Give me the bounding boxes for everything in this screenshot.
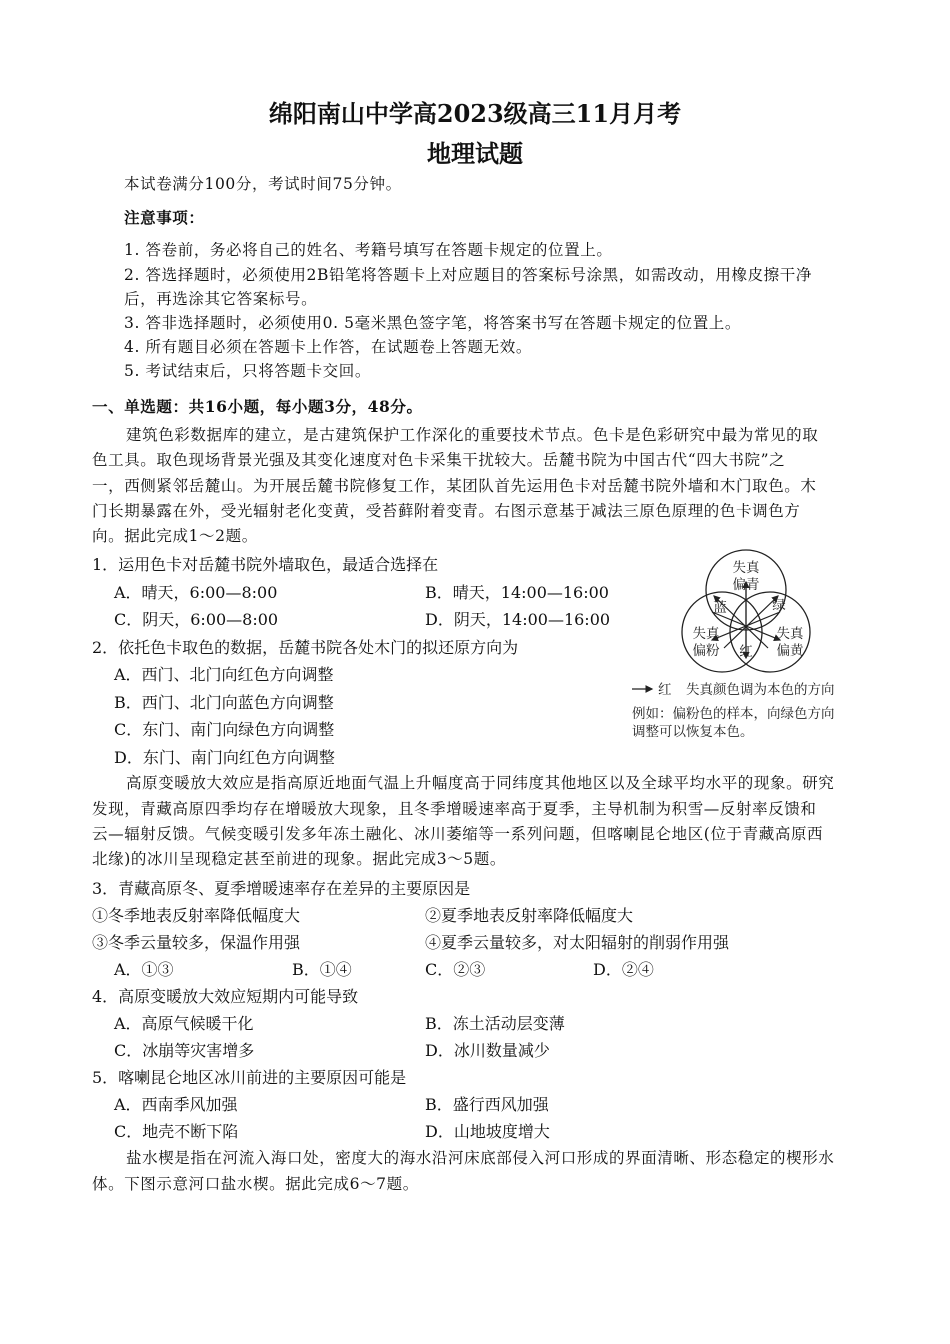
page-title: 绵阳南山中学高2023级高三11月月考: [268, 99, 682, 128]
option-d: D．②④: [593, 960, 654, 979]
passage-line: 发现，青藏高原四季均存在增暖放大现象，且冬季增暖速率高于夏季，主导机制为积雪—反射率反馈和: [92, 800, 817, 818]
option-c: C．②③: [425, 960, 486, 979]
option-d: D．东门、南门向红色方向调整: [114, 748, 335, 767]
passage-line: 建筑色彩数据库的建立，是古建筑保护工作深化的重要技术节点。色卡是色彩研究中最为常见的取: [126, 426, 819, 444]
page-subtitle: 地理试题: [427, 139, 523, 168]
passage-line: 云—辐射反馈。气候变暖引发多年冻土融化、冰川萎缩等一系列问题，但喀喇昆仑地区(位于青藏高原西: [92, 825, 824, 843]
statement-3: ③冬季云量较多，保温作用强: [92, 933, 301, 952]
option-b: B．冻土活动层变薄: [425, 1014, 565, 1033]
passage-line: 北缘)的冰川呈现稳定甚至前进的现象。据此完成3～5题。: [92, 850, 506, 868]
option-a: A．高原气候暖干化: [114, 1014, 254, 1033]
notice-item: 后，再选涂其它答案标号。: [124, 290, 318, 308]
option-b: B．西门、北门向蓝色方向调整: [114, 693, 334, 712]
statement-2: ②夏季地表反射率降低幅度大: [425, 906, 634, 925]
question-stem: 3．青藏高原冬、夏季增暖速率存在差异的主要原因是: [92, 879, 471, 898]
passage-line: 一，西侧紧邻岳麓山。为开展岳麓书院修复工作，某团队首先运用色卡对岳麓书院外墙和木门取色。木: [92, 477, 817, 495]
question-stem: 5．喀喇昆仑地区冰川前进的主要原因可能是: [92, 1068, 407, 1087]
option-d: D．山地坡度增大: [425, 1122, 550, 1141]
option-c: C．阴天，6:00—8:00: [114, 610, 279, 629]
notice-item: 3. 答非选择题时，必须使用0. 5毫米黑色签字笔，将答案书写在答题卡规定的位置上。: [124, 314, 741, 332]
option-a: A．西门、北门向红色方向调整: [114, 665, 334, 684]
passage-line: 高原变暖放大效应是指高原近地面气温上升幅度高于同纬度其他地区以及全球平均水平的现象。研究: [126, 774, 835, 792]
green-label: 绿: [772, 598, 786, 614]
option-b: B．①④: [292, 960, 352, 979]
notice-item: 2. 答选择题时，必须使用2B铅笔将答题卡上对应题目的答案标号涂黑，如需改动，用橡皮擦干净: [124, 266, 812, 284]
option-d: D．冰川数量减少: [425, 1041, 550, 1060]
question-stem: 1．运用色卡对岳麓书院外墙取色，最适合选择在: [92, 555, 439, 574]
color-card-diagram: [628, 548, 868, 748]
exam-info: 本试卷满分100分，考试时间75分钟。: [124, 175, 402, 193]
left-label-2: 偏粉: [692, 643, 720, 659]
option-a: A．晴天，6:00—8:00: [114, 583, 278, 602]
notice-item: 4. 所有题目必须在答题卡上作答，在试题卷上答题无效。: [124, 338, 532, 356]
figure-note: 调整可以恢复本色。: [632, 724, 754, 740]
notice-item: 1. 答卷前，务必将自己的姓名、考籍号填写在答题卡规定的位置上。: [124, 241, 613, 259]
notice-item: 5. 考试结束后，只将答题卡交回。: [124, 362, 371, 380]
top-label-2: 偏青: [732, 577, 760, 593]
option-b: B．晴天，14:00—16:00: [425, 583, 609, 602]
red-label: 红: [739, 644, 753, 660]
top-label-1: 失真: [732, 560, 760, 576]
passage-line: 向。据此完成1～2题。: [92, 527, 258, 545]
blue-label: 蓝: [713, 600, 727, 616]
passage-line: 盐水楔是指在河流入海口处，密度大的海水沿河床底部侵入河口形成的界面清晰、形态稳定的楔形水: [126, 1149, 835, 1167]
option-a: A．①③: [114, 960, 174, 979]
notice-title: 注意事项：: [124, 208, 205, 227]
right-label-1: 失真: [776, 626, 804, 642]
option-d: D．阴天，14:00—16:00: [425, 610, 611, 629]
passage-line: 色工具。取色现场背景光强及其变化速度对色卡采集干扰较大。岳麓书院为中国古代“四大书院”之: [92, 451, 786, 469]
legend-text: 失真颜色调为本色的方向: [686, 682, 835, 698]
right-label-2: 偏黄: [776, 643, 804, 659]
option-c: C．地壳不断下陷: [114, 1122, 239, 1141]
option-b: B．盛行西风加强: [425, 1095, 549, 1114]
option-a: A．西南季风加强: [114, 1095, 238, 1114]
statement-4: ④夏季云量较多，对太阳辐射的削弱作用强: [425, 933, 730, 952]
question-stem: 2．依托色卡取色的数据，岳麓书院各处木门的拟还原方向为: [92, 638, 519, 657]
option-c: C．东门、南门向绿色方向调整: [114, 720, 335, 739]
passage-line: 体。下图示意河口盐水楔。据此完成6～7题。: [92, 1175, 419, 1193]
option-c: C．冰崩等灾害增多: [114, 1041, 255, 1060]
left-label-1: 失真: [692, 626, 720, 642]
passage-line: 门长期暴露在外，受光辐射老化变黄，受苔藓附着变青。右图示意基于减法三原色原理的色卡调色方: [92, 502, 801, 520]
figure-note: 例如：偏粉色的样本，向绿色方向: [632, 706, 835, 722]
venn-diagram: [628, 548, 868, 748]
question-stem: 4．高原变暖放大效应短期内可能导致: [92, 987, 359, 1006]
legend-arrow-label: 红: [658, 682, 672, 698]
section-title: 一、单选题：共16小题，每小题3分，48分。: [92, 397, 423, 416]
statement-1: ①冬季地表反射率降低幅度大: [92, 906, 301, 925]
